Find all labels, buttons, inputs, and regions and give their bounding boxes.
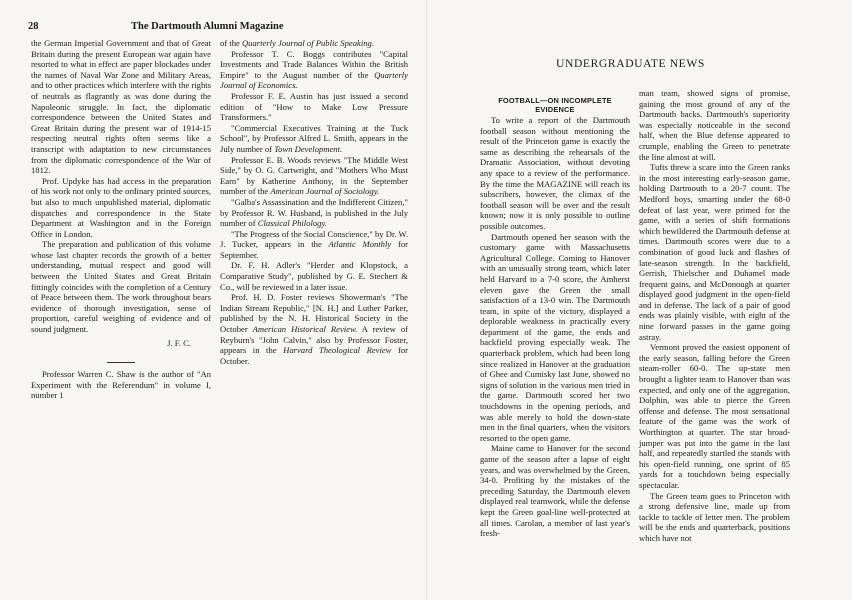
paragraph: Professor F. E. Austin has just issued a second edition of "How to Make Low Pressure Transformers." xyxy=(220,90,408,123)
paragraph: Dr. F. H. Adler's "Herder and Klopstock, a Comparative Study", published by G. E. Stechert & Co., will be reviewed in a later issue. xyxy=(220,260,408,292)
paragraph: Tufts threw a scare into the Green ranks in the most interesting early-season game, holding Dartmouth to a 20-7 count. The Medford boys, smarting under the 68-0 defeat of last year, were primed for the game, with a series of shift formations which bewildered the Dartmouth defense at times. Dartmouth scores were due to a combination of good luck and flashes of late-season strength. In the backfield, Gerrish, Thielscher and Duhamel made frequent gains, and McDonough at quarter displayed good judgment in the open-field and in defense. The lack of a pair of good ends was plainly visible, with eight of the nine forward passes in the game going astray. xyxy=(639,162,790,342)
paragraph: Maine came to Hanover for the second game of the season after a lapse of eight years, and was overwhelmed by the Green, 34-0. Profiting by the mistakes of the preceding Saturday, the Dartmouth eleven displayed real teamwork, while the defense kept the Green goal-line well-protected at all times. Carolan, a member of last year's fresh- xyxy=(480,443,630,539)
running-header xyxy=(28,21,408,32)
paragraph: Professor E. B. Woods reviews "The Middle West Side," by O. G. Cartwright, and "Mothers Who Must Earn" by Katherine Anthony, in the September number of the American Journal of Sociology. xyxy=(220,154,408,197)
paragraph: "The Progress of the Social Conscience," by Dr. W. J. Tucker, appears in the Atlantic Monthly for September. xyxy=(220,228,408,260)
right-column-2 xyxy=(639,88,790,544)
paragraph: "Commercial Executives Training at the Tuck School", by Professor Alfred L. Smith, appears in the July number of Town Development. xyxy=(220,122,408,154)
section-title: UNDERGRADUATE NEWS xyxy=(556,57,705,70)
paragraph: Professor T. C. Boggs contributes "Capital Investments and Trade Balances Within the British Empire" to the August number of the Quarterly Journal of Economics. xyxy=(220,48,408,91)
left-column-2 xyxy=(220,38,408,366)
paragraph: "Galba's Assassination and the Indifferent Citizen," by Professor R. W. Husband, is published in the July number of Classical Philology. xyxy=(220,196,408,229)
paragraph: The Green team goes to Princeton with a strong defensive line, made up from tackle to tackle of letter men. The problem will be the ends and quarterback, positions which have not xyxy=(639,490,790,543)
signature: J. F. C. xyxy=(167,337,191,348)
paragraph: Professor Warren C. Shaw is the author of "An Experiment with the Referendum" in volume I, number 1 xyxy=(31,369,211,401)
separator-rule xyxy=(107,362,135,363)
paragraph: man team, showed signs of promise, gaining the most ground of any of the Dartmouth backs. Dartmouth's superiority was especially noticeable in the second half, when the Blue defense appeared to crumple, enabling the Green to penetrate the line almost at will. xyxy=(639,88,790,162)
paragraph: The preparation and publication of this volume whose last chapter records the growth of a better understanding, mutual respect and good will between the United States and Great Britain fittingly coincides with the completion of a Century of Peace between them. The work throughout bears evidence of thorough investigation, sense of proportion, careful weighing of evidence and of sound judgment. xyxy=(31,239,211,335)
paragraph: Prof. H. D. Foster reviews Showerman's "The Indian Stream Republic," [N. H.] and Luther Parker, published by the N. H. Historical Society in the October American Historical Review. A review of Reyburn's "John Calvin," also by Professor Foster, appears in the Harvard Theological Review for October. xyxy=(220,292,408,366)
article-headline: FOOTBALL—ON INCOMPLETE EVIDENCE xyxy=(498,96,612,114)
left-column-1 xyxy=(31,38,211,401)
paragraph: the German Imperial Government and that of Great Britain during the present European war again have resorted to what in effect are paper blockades under the names of Naval War Zone and Military Areas, and to other practices which interfere with the rights of neutrals as flagrantly as was done during the Napoleonic struggle. In fact, the diplomatic correspondence between the United States and Great Britain during the present war of 1914-15 respecting neutral rights often seems like a transcript with adaptation to new circumstances from the diplomatic correspondence of the War of 1812. xyxy=(31,38,211,176)
paragraph: of the Quarterly Journal of Public Speaking. xyxy=(220,38,374,48)
magazine-title: The Dartmouth Alumni Magazine xyxy=(131,21,284,32)
paragraph: Prof. Updyke has had access in the preparation of his work not only to the ordinary printed sources, but also to much unpublished material, diplomatic dispatches and correspondence in the State Department at Washington and in the Foreign Office in London. xyxy=(31,175,211,239)
page-gutter xyxy=(426,0,427,600)
page-number: 28 xyxy=(28,21,39,32)
right-column-1 xyxy=(480,96,630,539)
paragraph: To write a report of the Dartmouth football season without mentioning the result of the Princeton game is exactly the same as describing the rehearsals of the Dramatic Association, without devoting any space to a review of the performance. By the time the MAGAZINE will reach its subscribers, however, the climax of the football season will be over and the result known; now it is only possible to outline possible outcomes. xyxy=(480,115,630,231)
paragraph: Dartmouth opened her season with the customary game with Massachusetts Agricultural College. Coming to Hanover with an unusually strong team, which later held Harvard to a 7-0 score, the Amherst eleven gave the Green the small satisfaction of a 13-0 win. The Dartmouth team, in spite of the victory, displayed a deplorable weakness in practically every department of the game, the ends and backfield proving especially weak. The quarterback problem, which had been long since realized in Hanover at the graduation of Ghee and Cumisky last June, showed no signs of solution in the various men tried in the game. Dartmouth scored her two touchdowns in the opening periods, and was able merely to hold the down-state men in the final quarters, when the visitors resorted to the open game. xyxy=(480,231,630,443)
paragraph: Vermont proved the easiest opponent of the early season, falling before the Green steam-roller 60-0. The up-state men brought a lighter team to Hanover than was expected, and only one of the aggregation, Dolphin, was able to pierce the Green offense and defense. The most sensational feature of the game was the work of Worthington at quarter. The star broad-jumper was put into the game in the last half, and repeatedly startled the stands with his open-field running, one sprint of 85 yards for a touchdown being especially spectacular. xyxy=(639,342,790,490)
